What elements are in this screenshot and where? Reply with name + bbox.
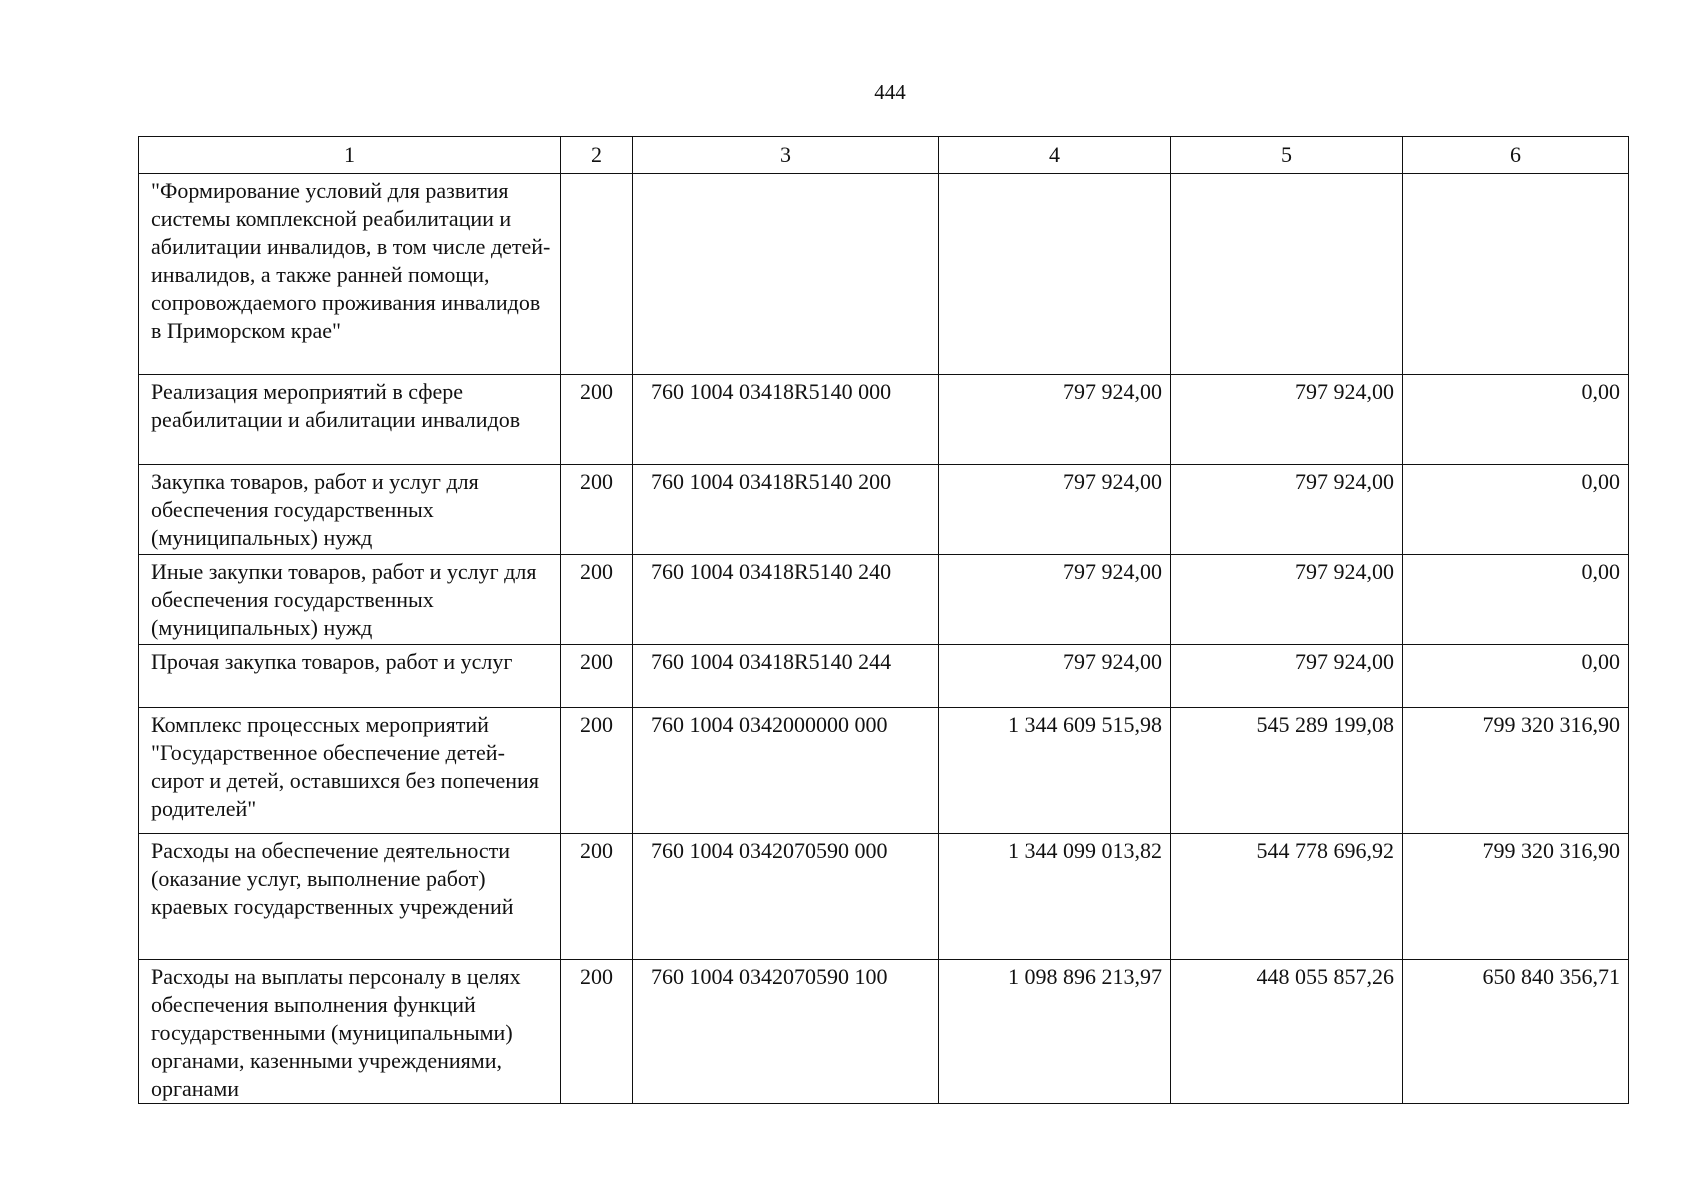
- row-value-5-cell: 797 924,00: [1171, 375, 1403, 465]
- table-row: [139, 375, 1629, 465]
- table-row: [139, 465, 1629, 555]
- table-row: [139, 645, 1629, 708]
- row-value-5-cell: 797 924,00: [1171, 465, 1403, 555]
- column-header-1: 1: [139, 137, 561, 174]
- row-classification-cell: [633, 174, 939, 375]
- row-classification-cell: 760 1004 03418R5140 000: [633, 375, 939, 465]
- row-value-5-cell: 545 289 199,08: [1171, 708, 1403, 834]
- row-code-cell: 200: [561, 708, 633, 834]
- table-row: [139, 834, 1629, 960]
- table-row: [139, 960, 1629, 1104]
- row-value-4-cell: [939, 174, 1171, 375]
- row-value-6-cell: [1403, 174, 1629, 375]
- row-value-4-cell: 1 344 609 515,98: [939, 708, 1171, 834]
- table-row: [139, 555, 1629, 645]
- row-code-cell: 200: [561, 960, 633, 1104]
- row-value-6-cell: 0,00: [1403, 465, 1629, 555]
- row-name-cell: Комплекс процессных мероприятий "Государственное обеспечение детей-сирот и детей, оставшихся без попечения родителей": [139, 708, 561, 834]
- header-row: [139, 137, 1629, 174]
- row-value-4-cell: 1 344 099 013,82: [939, 834, 1171, 960]
- row-name-cell: Прочая закупка товаров, работ и услуг: [139, 645, 561, 708]
- row-classification-cell: 760 1004 03418R5140 244: [633, 645, 939, 708]
- row-value-6-cell: 0,00: [1403, 645, 1629, 708]
- row-value-5-cell: 544 778 696,92: [1171, 834, 1403, 960]
- row-value-4-cell: 797 924,00: [939, 555, 1171, 645]
- row-code-cell: 200: [561, 645, 633, 708]
- row-name-cell: Расходы на обеспечение деятельности (оказание услуг, выполнение работ) краевых государственных учреждений: [139, 834, 561, 960]
- row-value-5-cell: 797 924,00: [1171, 555, 1403, 645]
- row-value-6-cell: 799 320 316,90: [1403, 708, 1629, 834]
- row-value-6-cell: 0,00: [1403, 375, 1629, 465]
- row-name-cell: "Формирование условий для развития системы комплексной реабилитации и абилитации инвалидов, в том числе детей-инвалидов, а также ранней помощи, сопровождаемого проживания инвалидов в Приморском крае": [139, 174, 561, 375]
- column-header-5: 5: [1171, 137, 1403, 174]
- row-classification-cell: 760 1004 0342070590 100: [633, 960, 939, 1104]
- row-code-cell: 200: [561, 834, 633, 960]
- row-name-cell: Иные закупки товаров, работ и услуг для обеспечения государственных (муниципальных) нужд: [139, 555, 561, 645]
- row-code-cell: [561, 174, 633, 375]
- row-value-5-cell: 797 924,00: [1171, 645, 1403, 708]
- row-name-cell: Закупка товаров, работ и услуг для обеспечения государственных (муниципальных) нужд: [139, 465, 561, 555]
- column-header-4: 4: [939, 137, 1171, 174]
- row-code-cell: 200: [561, 465, 633, 555]
- row-value-5-cell: 448 055 857,26: [1171, 960, 1403, 1104]
- row-value-4-cell: 1 098 896 213,97: [939, 960, 1171, 1104]
- row-value-4-cell: 797 924,00: [939, 375, 1171, 465]
- row-classification-cell: 760 1004 0342000000 000: [633, 708, 939, 834]
- page-number: 444: [874, 80, 906, 104]
- row-value-4-cell: 797 924,00: [939, 645, 1171, 708]
- row-code-cell: 200: [561, 375, 633, 465]
- row-value-5-cell: [1171, 174, 1403, 375]
- row-value-4-cell: 797 924,00: [939, 465, 1171, 555]
- row-value-6-cell: 799 320 316,90: [1403, 834, 1629, 960]
- row-classification-cell: 760 1004 03418R5140 200: [633, 465, 939, 555]
- row-name-cell: Расходы на выплаты персоналу в целях обеспечения выполнения функций государственными (муниципальными) органами, казенными учреждениями, органами: [139, 960, 561, 1104]
- column-header-6: 6: [1403, 137, 1629, 174]
- column-header-3: 3: [633, 137, 939, 174]
- column-header-2: 2: [561, 137, 633, 174]
- row-classification-cell: 760 1004 03418R5140 240: [633, 555, 939, 645]
- row-value-6-cell: 0,00: [1403, 555, 1629, 645]
- row-code-cell: 200: [561, 555, 633, 645]
- row-classification-cell: 760 1004 0342070590 000: [633, 834, 939, 960]
- budget-table: [138, 136, 1629, 1104]
- row-value-6-cell: 650 840 356,71: [1403, 960, 1629, 1104]
- row-name-cell: Реализация мероприятий в сфере реабилитации и абилитации инвалидов: [139, 375, 561, 465]
- table-row: [139, 708, 1629, 834]
- table-row: [139, 174, 1629, 375]
